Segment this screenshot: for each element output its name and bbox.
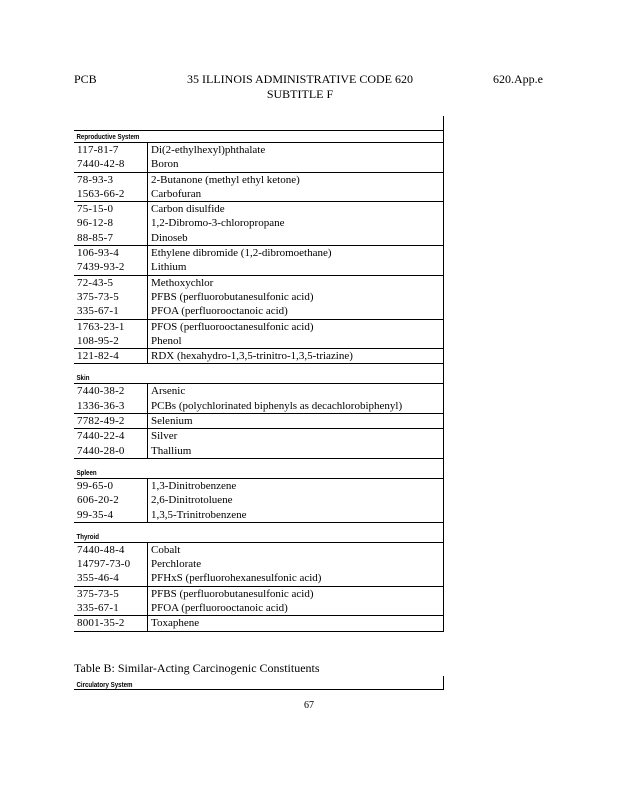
cas-number: 7782-49-2 bbox=[77, 415, 125, 428]
table-right-border bbox=[443, 116, 444, 632]
row-block bbox=[74, 543, 444, 587]
group-title-text: Spleen bbox=[76, 467, 188, 479]
group-title-text: Thyroid bbox=[76, 531, 188, 543]
group-title bbox=[74, 131, 377, 142]
constituent-name: Carbon disulfide bbox=[147, 202, 444, 216]
table-row bbox=[74, 571, 444, 585]
cas-number: 72-43-5 bbox=[77, 276, 114, 289]
cas-number: 106-93-4 bbox=[77, 247, 119, 260]
group-body bbox=[74, 383, 444, 458]
row-block bbox=[74, 414, 444, 429]
table-row bbox=[74, 260, 444, 274]
row-block bbox=[74, 349, 444, 363]
table-row bbox=[74, 216, 444, 230]
cas-number: 7440-48-4 bbox=[77, 543, 125, 556]
table-row bbox=[74, 246, 444, 260]
table-b-title: Table B: Similar-Acting Carcinogenic Constituents bbox=[74, 661, 320, 675]
table-row bbox=[74, 543, 444, 557]
group-body bbox=[74, 542, 444, 632]
table-b-right-border bbox=[443, 676, 444, 690]
cas-number: 99-65-0 bbox=[77, 479, 114, 492]
cas-number: 606-20-2 bbox=[77, 494, 119, 507]
cas-number: 7440-38-2 bbox=[77, 385, 125, 398]
constituent-name: Toxaphene bbox=[147, 616, 444, 630]
header-code bbox=[170, 72, 430, 102]
cas-number: 7439-93-2 bbox=[77, 261, 125, 274]
cas-number: 355-46-4 bbox=[77, 572, 119, 585]
constituent-name: 1,3,5-Trinitrobenzene bbox=[147, 508, 444, 522]
group-reproductive-system bbox=[74, 131, 444, 364]
cas-number: 108-95-2 bbox=[77, 334, 119, 347]
group-title bbox=[74, 459, 377, 478]
constituent-name: Di(2-ethylhexyl)phthalate bbox=[147, 143, 444, 157]
row-block bbox=[74, 276, 444, 320]
cas-number: 375-73-5 bbox=[77, 587, 119, 600]
constituent-name: Silver bbox=[147, 429, 444, 443]
constituent-name: Arsenic bbox=[147, 384, 444, 398]
cas-number: 8001-35-2 bbox=[77, 617, 125, 630]
group-title-text: Skin bbox=[76, 372, 188, 384]
header-code-line2: SUBTITLE F bbox=[266, 87, 334, 101]
cas-number: 88-85-7 bbox=[77, 231, 114, 244]
constituent-name: Selenium bbox=[147, 414, 444, 428]
row-block bbox=[74, 479, 444, 522]
constituent-name: Boron bbox=[147, 157, 444, 171]
row-block bbox=[74, 202, 444, 246]
cas-number: 96-12-8 bbox=[77, 217, 114, 230]
constituents-table bbox=[74, 116, 444, 632]
cas-number: 117-81-7 bbox=[77, 144, 119, 156]
constituent-name: PFOA (perfluorooctanoic acid) bbox=[147, 601, 444, 615]
table-top-rule bbox=[74, 116, 444, 131]
cas-number: 335-67-1 bbox=[77, 602, 119, 615]
cas-number: 121-82-4 bbox=[77, 350, 119, 363]
table-b-group-title: Circulatory System bbox=[76, 680, 133, 689]
table-row bbox=[74, 202, 444, 216]
row-block bbox=[74, 429, 444, 458]
cas-number: 99-35-4 bbox=[77, 508, 114, 521]
table-row bbox=[74, 290, 444, 304]
constituent-name: PFHxS (perfluorohexanesulfonic acid) bbox=[147, 571, 444, 585]
constituent-name: Thallium bbox=[147, 444, 444, 458]
group-thyroid bbox=[74, 523, 444, 632]
row-block bbox=[74, 384, 444, 414]
cas-number: 335-67-1 bbox=[77, 305, 119, 318]
table-row bbox=[74, 479, 444, 493]
table-row bbox=[74, 508, 444, 522]
table-row bbox=[74, 349, 444, 363]
group-spleen bbox=[74, 459, 444, 523]
table-row bbox=[74, 334, 444, 348]
table-row bbox=[74, 304, 444, 318]
table-row bbox=[74, 429, 444, 443]
table-row bbox=[74, 320, 444, 334]
constituent-name: Carbofuran bbox=[147, 187, 444, 201]
header-agency: PCB bbox=[74, 72, 97, 86]
group-skin bbox=[74, 364, 444, 458]
constituent-name: Phenol bbox=[147, 334, 444, 348]
constituent-name: PFOS (perfluorooctanesulfonic acid) bbox=[147, 320, 444, 334]
table-row bbox=[74, 231, 444, 245]
cas-number: 1763-23-1 bbox=[77, 320, 125, 333]
table-row bbox=[74, 276, 444, 290]
table-row bbox=[74, 143, 444, 157]
table-b-group-header bbox=[74, 680, 444, 690]
constituent-name: Dinoseb bbox=[147, 231, 444, 245]
group-title bbox=[74, 364, 377, 383]
cas-number: 1336-36-3 bbox=[77, 399, 125, 412]
table-row bbox=[74, 557, 444, 571]
constituent-name: 2,6-Dinitrotoluene bbox=[147, 493, 444, 507]
constituent-name: Lithium bbox=[147, 260, 444, 274]
table-row bbox=[74, 384, 444, 398]
cas-number: 1563-66-2 bbox=[77, 187, 125, 200]
cas-number: 375-73-5 bbox=[77, 290, 119, 303]
constituent-name: PFBS (perfluorobutanesulfonic acid) bbox=[147, 587, 444, 601]
table-row bbox=[74, 399, 444, 413]
table-row bbox=[74, 414, 444, 428]
constituent-name: PFBS (perfluorobutanesulfonic acid) bbox=[147, 290, 444, 304]
constituent-name: 2-Butanone (methyl ethyl ketone) bbox=[147, 173, 444, 187]
row-block bbox=[74, 173, 444, 203]
row-block bbox=[74, 143, 444, 173]
header-code-line1: 35 ILLINOIS ADMINISTRATIVE CODE 620 bbox=[187, 72, 413, 86]
group-body bbox=[74, 142, 444, 364]
table-row bbox=[74, 493, 444, 507]
cas-number: 14797-73-0 bbox=[77, 558, 131, 571]
row-block bbox=[74, 587, 444, 617]
row-block bbox=[74, 616, 444, 630]
cas-number: 7440-42-8 bbox=[77, 158, 125, 171]
table-row bbox=[74, 187, 444, 201]
table-row bbox=[74, 587, 444, 601]
group-title-text: Reproductive System bbox=[76, 131, 188, 143]
constituent-name: RDX (hexahydro-1,3,5-trinitro-1,3,5-triazine) bbox=[147, 349, 444, 363]
constituent-name: PCBs (polychlorinated biphenyls as decachlorobiphenyl) bbox=[147, 399, 444, 413]
cas-number: 7440-28-0 bbox=[77, 444, 125, 457]
table-row bbox=[74, 157, 444, 171]
constituent-name: 1,2-Dibromo-3-chloropropane bbox=[147, 216, 444, 230]
row-block bbox=[74, 246, 444, 276]
table-row bbox=[74, 444, 444, 458]
constituent-name: Cobalt bbox=[147, 543, 444, 557]
constituent-name: 1,3-Dinitrobenzene bbox=[147, 479, 444, 493]
constituent-name: PFOA (perfluorooctanoic acid) bbox=[147, 304, 444, 318]
row-block bbox=[74, 320, 444, 350]
constituent-name: Ethylene dibromide (1,2-dibromoethane) bbox=[147, 246, 444, 260]
page-number: 67 bbox=[304, 700, 314, 711]
group-title bbox=[74, 523, 377, 542]
constituent-name: Perchlorate bbox=[147, 557, 444, 571]
cas-number: 78-93-3 bbox=[77, 173, 114, 186]
header-section: 620.App.e bbox=[493, 72, 543, 86]
group-body bbox=[74, 478, 444, 523]
cas-number: 7440-22-4 bbox=[77, 430, 125, 443]
table-row bbox=[74, 601, 444, 615]
table-row bbox=[74, 173, 444, 187]
cas-number: 75-15-0 bbox=[77, 203, 114, 216]
constituent-name: Methoxychlor bbox=[147, 276, 444, 290]
table-row bbox=[74, 616, 444, 630]
